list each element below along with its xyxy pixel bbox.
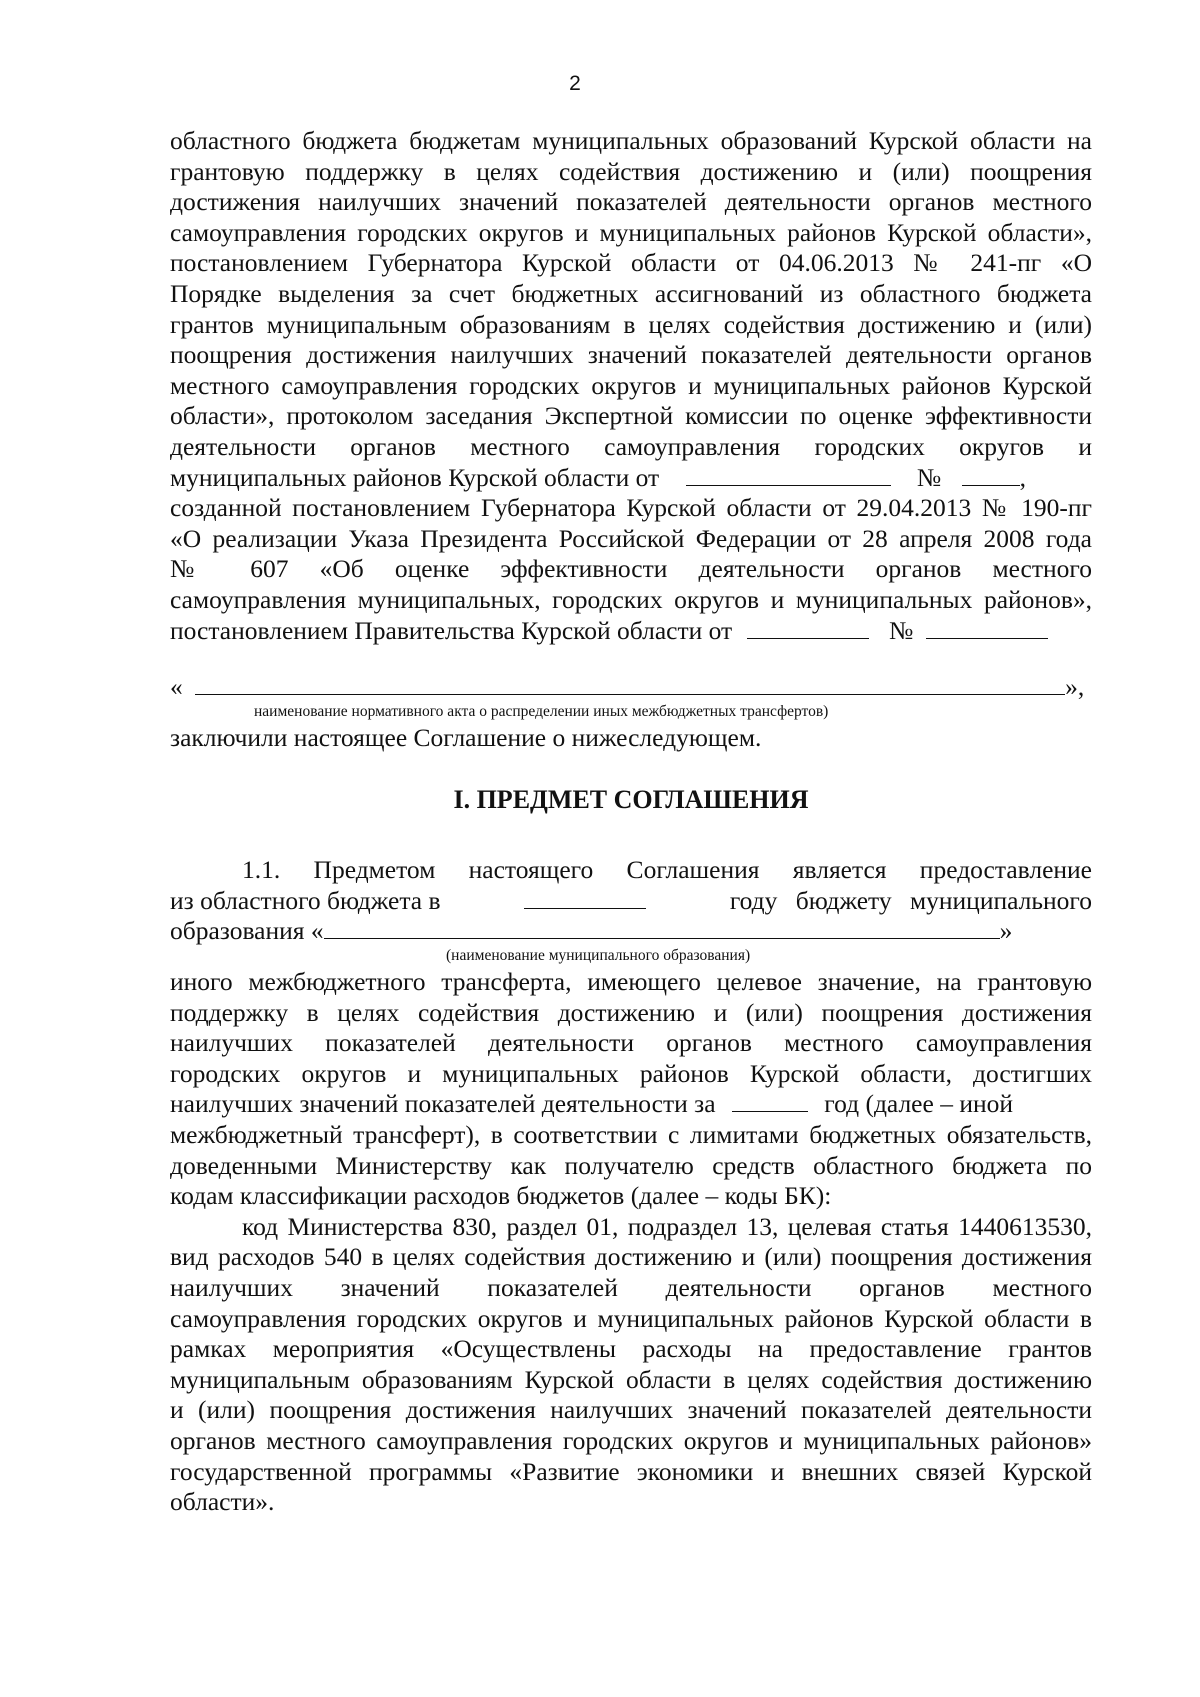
number-sign: № xyxy=(888,615,914,645)
text-line-with-blanks xyxy=(170,1089,1092,1120)
text-line: Порядке выделения за счет бюджетных ассигнований из областного бюджета xyxy=(170,278,1092,308)
text-line: и (или) поощрения достижения наилучших значений показателей деятельности xyxy=(170,1395,1092,1425)
text-line: постановлением Губернатора Курской области от 04.06.2013 № 241-пг «О xyxy=(170,248,1092,278)
text-line: наилучших значений показателей деятельности органов местного xyxy=(170,1273,1092,1302)
text-line: 1.1. Предметом настоящего Соглашения является предоставление xyxy=(242,855,1092,885)
text-line: иного межбюджетного трансферта, имеющего целевое значение, на грантовую xyxy=(170,967,1092,997)
municipality-name-blank xyxy=(324,916,1000,939)
text-fragment: из областного бюджета в xyxy=(170,885,441,915)
text-fragment: муниципальных районов Курской области от xyxy=(170,462,660,492)
text-line: № 607 «Об оценке эффективности деятельности органов местного xyxy=(170,554,1092,584)
text-line: областного бюджета бюджетам муниципальных образований Курской области на xyxy=(170,126,1092,155)
text-line: кодам классификации расходов бюджетов (далее – коды БК): xyxy=(170,1181,832,1211)
spacer xyxy=(170,646,1092,672)
year-blank xyxy=(524,886,646,909)
text-line: созданной постановлением Губернатора Курской области от 29.04.2013 № 190-пг xyxy=(170,493,1092,523)
open-quote: « xyxy=(170,672,183,702)
date-blank xyxy=(747,616,869,639)
text-line: код Министерства 830, раздел 01, подраздел 13, целевая статья 1440613530, xyxy=(242,1211,1092,1241)
year-blank xyxy=(732,1089,808,1112)
text-line: наилучших показателей деятельности органов местного самоуправления xyxy=(170,1028,1092,1058)
section-title: I. ПРЕДМЕТ СОГЛАШЕНИЯ xyxy=(453,785,809,815)
number-blank xyxy=(926,616,1048,639)
text-line: местного самоуправления городских округов и муниципальных районов Курской xyxy=(170,370,1092,400)
text-line-with-blanks xyxy=(170,916,1092,947)
text-fragment: наилучших значений показателей деятельности за xyxy=(170,1089,716,1119)
text-line: самоуправления городских округов и муниципальных районов Курской области», xyxy=(170,217,1092,247)
text-line: органов местного самоуправления городских округов и муниципальных районов» xyxy=(170,1425,1092,1455)
text-line: деятельности органов местного самоуправления городских округов и xyxy=(170,431,1092,461)
text-fragment: , xyxy=(1019,462,1026,492)
close-quote: », xyxy=(1065,672,1085,702)
text-line: области», протоколом заседания Экспертной комиссии по оценке эффективности xyxy=(170,401,1092,431)
text-fragment: образования « xyxy=(170,916,324,946)
text-line: самоуправления городских округов и муниципальных районов Курской области в xyxy=(170,1303,1092,1333)
text-line: «О реализации Указа Президента Российской Федерации от 28 апреля 2008 года xyxy=(170,523,1092,553)
text-line: поддержку в целях содействия достижению и (или) поощрения достижения xyxy=(170,997,1092,1027)
text-line: грантовую поддержку в целях содействия достижению и (или) поощрения xyxy=(170,156,1092,186)
text-line: муниципальным образованиям Курской области в целях содействия достижению xyxy=(170,1364,1092,1394)
number-blank xyxy=(962,463,1020,486)
municipality-caption: (наименование муниципального образования) xyxy=(446,947,751,965)
text-fragment: год (далее – иной xyxy=(824,1089,1014,1119)
text-line: государственной программы «Развитие экономики и внешних связей Курской xyxy=(170,1456,1092,1486)
text-line: области». xyxy=(170,1487,275,1517)
text-line-with-blanks xyxy=(170,463,1092,494)
text-line: межбюджетный трансферт), в соответствии с лимитами бюджетных обязательств, xyxy=(170,1120,1092,1150)
act-name-blank xyxy=(195,672,1065,695)
text-line: заключили настоящее Соглашение о нижеследующем. xyxy=(170,722,762,752)
text-line: доведенными Министерству как получателю средств областного бюджета по xyxy=(170,1150,1092,1180)
date-blank xyxy=(686,463,891,486)
document-body xyxy=(170,126,1092,1518)
text-line: самоуправления муниципальных, городских округов и муниципальных районов», xyxy=(170,584,1092,614)
text-fragment: году бюджету муниципального xyxy=(729,885,1092,915)
text-fragment: » xyxy=(999,916,1013,946)
text-line-with-blanks xyxy=(170,886,1092,917)
act-name-line xyxy=(170,672,1092,703)
text-line-with-blanks xyxy=(170,616,1092,647)
act-caption: наименование нормативного акта о распределении иных межбюджетных трансфертов) xyxy=(254,702,829,720)
text-line: рамках мероприятия «Осуществлены расходы на предоставление грантов xyxy=(170,1334,1092,1364)
text-line: городских округов и муниципальных районов Курской области, достигших xyxy=(170,1058,1092,1088)
number-sign: № xyxy=(916,462,942,492)
text-line: достижения наилучших значений показателей деятельности органов местного xyxy=(170,187,1092,217)
text-fragment: постановлением Правительства Курской области от xyxy=(170,615,733,645)
text-line: вид расходов 540 в целях содействия достижению и (или) поощрения достижения xyxy=(170,1242,1092,1272)
text-line: поощрения достижения наилучших значений показателей деятельности органов xyxy=(170,340,1092,370)
text-line: грантов муниципальным образованиям в целях содействия достижению и (или) xyxy=(170,309,1092,339)
page-number: 2 xyxy=(569,72,581,95)
